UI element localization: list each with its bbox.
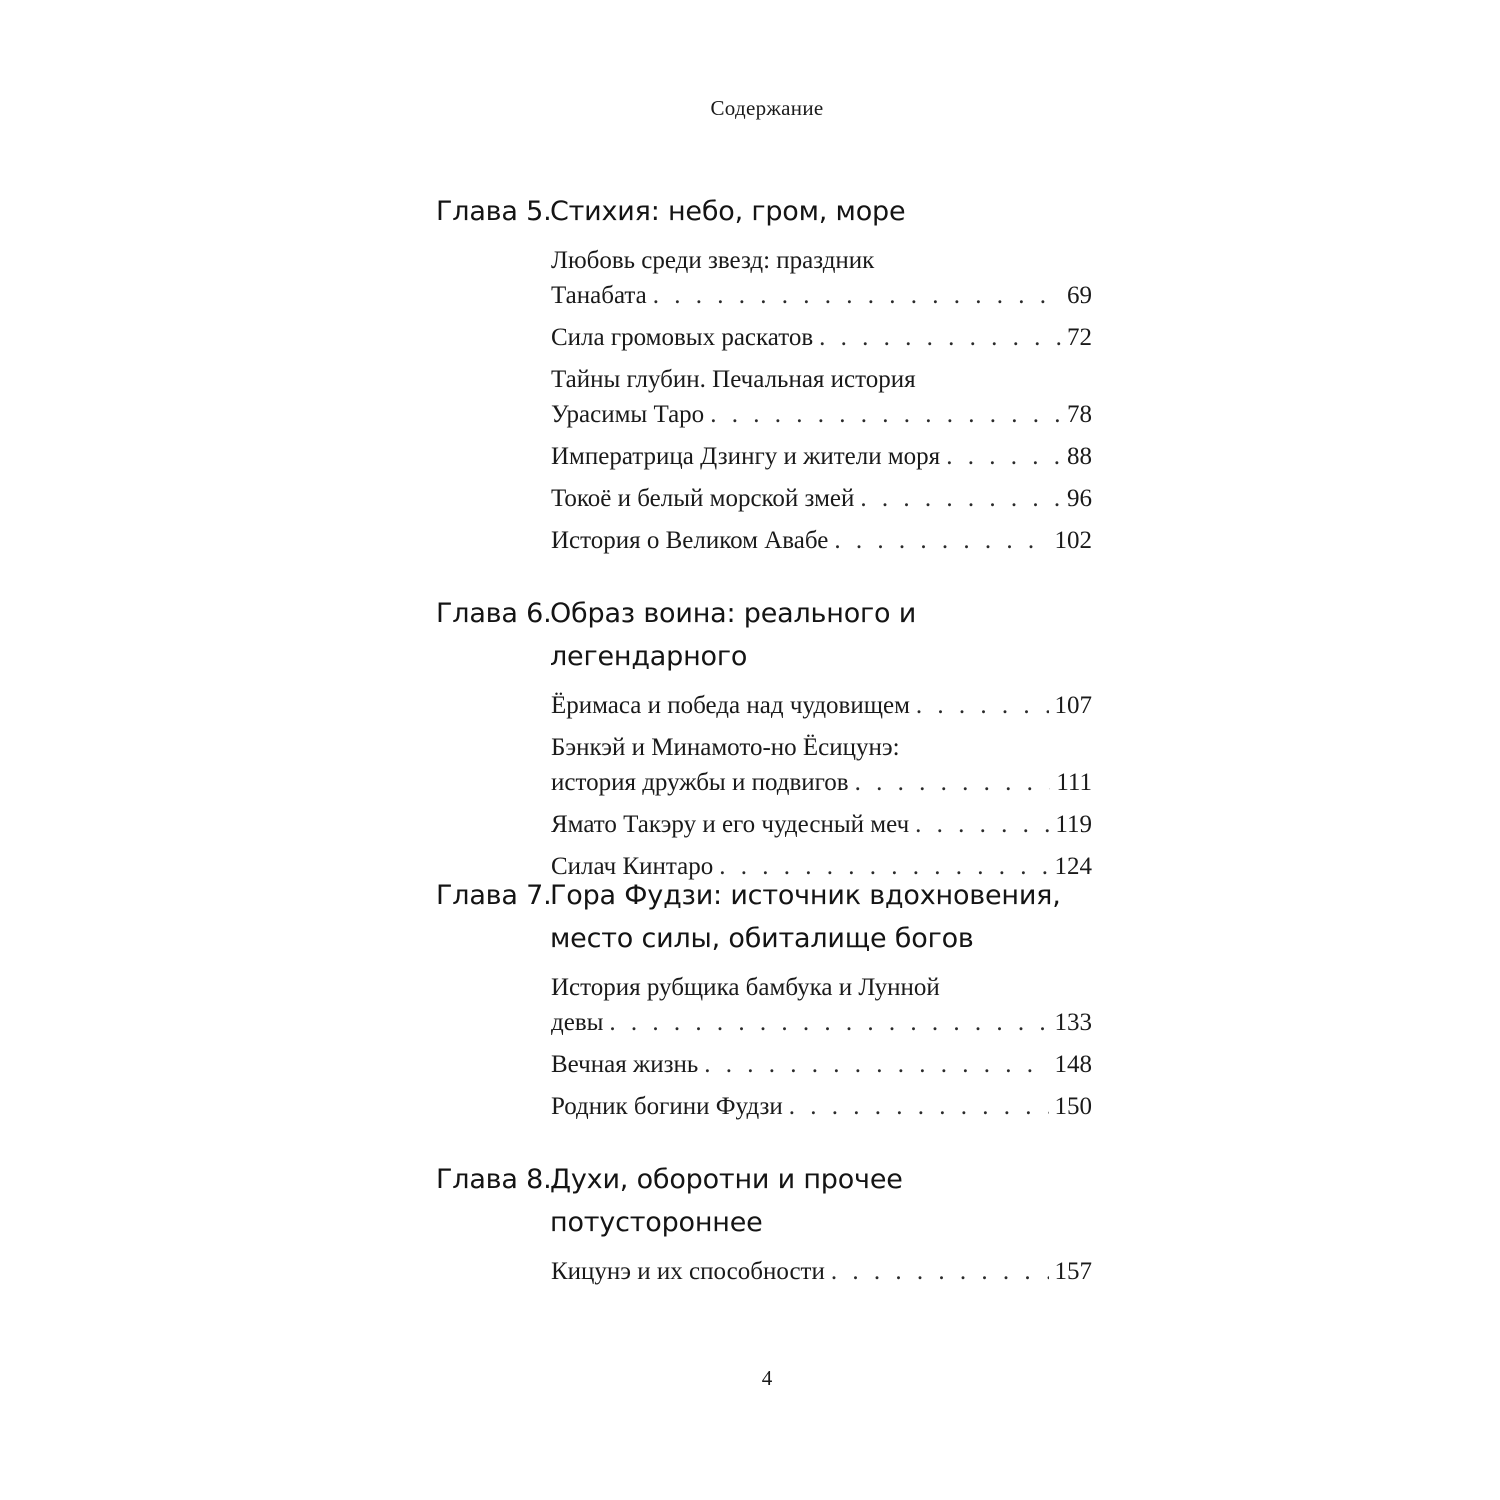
dot-leader xyxy=(916,688,1049,723)
toc-entry[interactable] xyxy=(551,1047,1092,1082)
chapter-title: Духи, оборотни и прочее потустороннее xyxy=(550,1164,903,1238)
entry-page-number: 69 xyxy=(1067,282,1092,309)
toc-entry[interactable] xyxy=(551,243,1092,313)
chapter-8 xyxy=(436,1158,1116,1296)
dot-leader xyxy=(855,765,1051,800)
entry-title-line: Любовь среди звезд: праздник xyxy=(551,247,875,274)
entry-title: Императрица Дзингу и жители моря xyxy=(551,443,941,470)
entry-title-line: История рубщика бамбука и Лунной xyxy=(551,974,940,1001)
chapter-entries xyxy=(551,1254,1092,1289)
chapter-label: Глава 8. xyxy=(436,1164,552,1195)
entry-page-number: 88 xyxy=(1067,443,1092,470)
toc-entry[interactable] xyxy=(551,1254,1092,1289)
entry-title: История о Великом Авабе xyxy=(551,527,829,554)
entry-page-number: 148 xyxy=(1054,1051,1092,1078)
toc-entry[interactable] xyxy=(551,362,1092,432)
entry-title: Силач Кинтаро xyxy=(551,853,714,880)
dot-leader xyxy=(710,397,1061,432)
chapter-label: Глава 7. xyxy=(436,880,552,911)
chapter-entries xyxy=(551,243,1092,558)
entry-page-number: 124 xyxy=(1054,853,1092,880)
page-number: 4 xyxy=(761,1366,773,1390)
entry-title-line: Тайны глубин. Печальная история xyxy=(551,366,916,393)
entry-page-number: 133 xyxy=(1054,1009,1092,1036)
entry-page-number: 119 xyxy=(1055,811,1092,838)
toc-entry[interactable] xyxy=(551,1089,1092,1124)
entry-title: Сила громовых раскатов xyxy=(551,324,814,351)
entry-title: Кицунэ и их способности xyxy=(551,1258,825,1285)
entry-title: Танабата xyxy=(551,282,647,309)
entry-title: Родник богини Фудзи xyxy=(551,1093,783,1120)
chapter-label: Глава 5. xyxy=(436,196,552,227)
dot-leader xyxy=(789,1089,1049,1124)
dot-leader xyxy=(609,1005,1048,1040)
chapter-entries xyxy=(551,688,1092,884)
dot-leader xyxy=(704,1047,1048,1082)
entry-title: Вечная жизнь xyxy=(551,1051,699,1078)
toc-entry[interactable] xyxy=(551,439,1092,474)
chapter-title: Образ воина: реального и легендарного xyxy=(550,598,917,672)
entry-title: Токоё и белый морской змей xyxy=(551,485,855,512)
entry-title: история дружбы и подвигов xyxy=(551,769,849,796)
chapter-entries xyxy=(551,970,1092,1124)
entry-page-number: 157 xyxy=(1054,1258,1092,1285)
toc-entry[interactable] xyxy=(551,730,1092,800)
dot-leader xyxy=(915,807,1049,842)
entry-page-number: 78 xyxy=(1067,401,1092,428)
dot-leader xyxy=(946,439,1061,474)
chapter-title: Стихия: небо, гром, море xyxy=(550,196,906,227)
chapter-5 xyxy=(436,190,1116,565)
toc-entry[interactable] xyxy=(551,320,1092,355)
dot-leader xyxy=(819,320,1061,355)
entry-page-number: 72 xyxy=(1067,324,1092,351)
chapter-heading xyxy=(436,190,1116,233)
toc-entry[interactable] xyxy=(551,807,1092,842)
entry-page-number: 102 xyxy=(1054,527,1092,554)
entry-title: Ёримаса и победа над чудовищем xyxy=(551,692,910,719)
toc-entry[interactable] xyxy=(551,481,1092,516)
entry-page-number: 107 xyxy=(1054,692,1092,719)
toc-entry[interactable] xyxy=(551,523,1092,558)
dot-leader xyxy=(653,278,1061,313)
dot-leader xyxy=(831,1254,1049,1289)
dot-leader xyxy=(834,523,1048,558)
chapter-heading xyxy=(436,874,1116,960)
entry-title: девы xyxy=(551,1009,604,1036)
dot-leader xyxy=(860,481,1061,516)
entry-title-line: Бэнкэй и Минамото-но Ёсицунэ: xyxy=(551,734,900,761)
entry-page-number: 111 xyxy=(1056,769,1092,796)
entry-title: Ямато Такэру и его чудесный меч xyxy=(551,811,910,838)
entry-page-number: 150 xyxy=(1054,1093,1092,1120)
chapter-label: Глава 6. xyxy=(436,598,552,629)
chapter-7 xyxy=(436,874,1116,1131)
chapter-title: Гора Фудзи: источник вдохновения, место силы, обиталище богов xyxy=(550,880,1061,954)
entry-title: Урасимы Таро xyxy=(551,401,705,428)
chapter-heading xyxy=(436,592,1116,678)
running-head: Содержание xyxy=(710,96,824,120)
toc-entry[interactable] xyxy=(551,688,1092,723)
chapter-6 xyxy=(436,592,1116,891)
toc-entry[interactable] xyxy=(551,970,1092,1040)
chapter-heading xyxy=(436,1158,1116,1244)
entry-page-number: 96 xyxy=(1067,485,1092,512)
